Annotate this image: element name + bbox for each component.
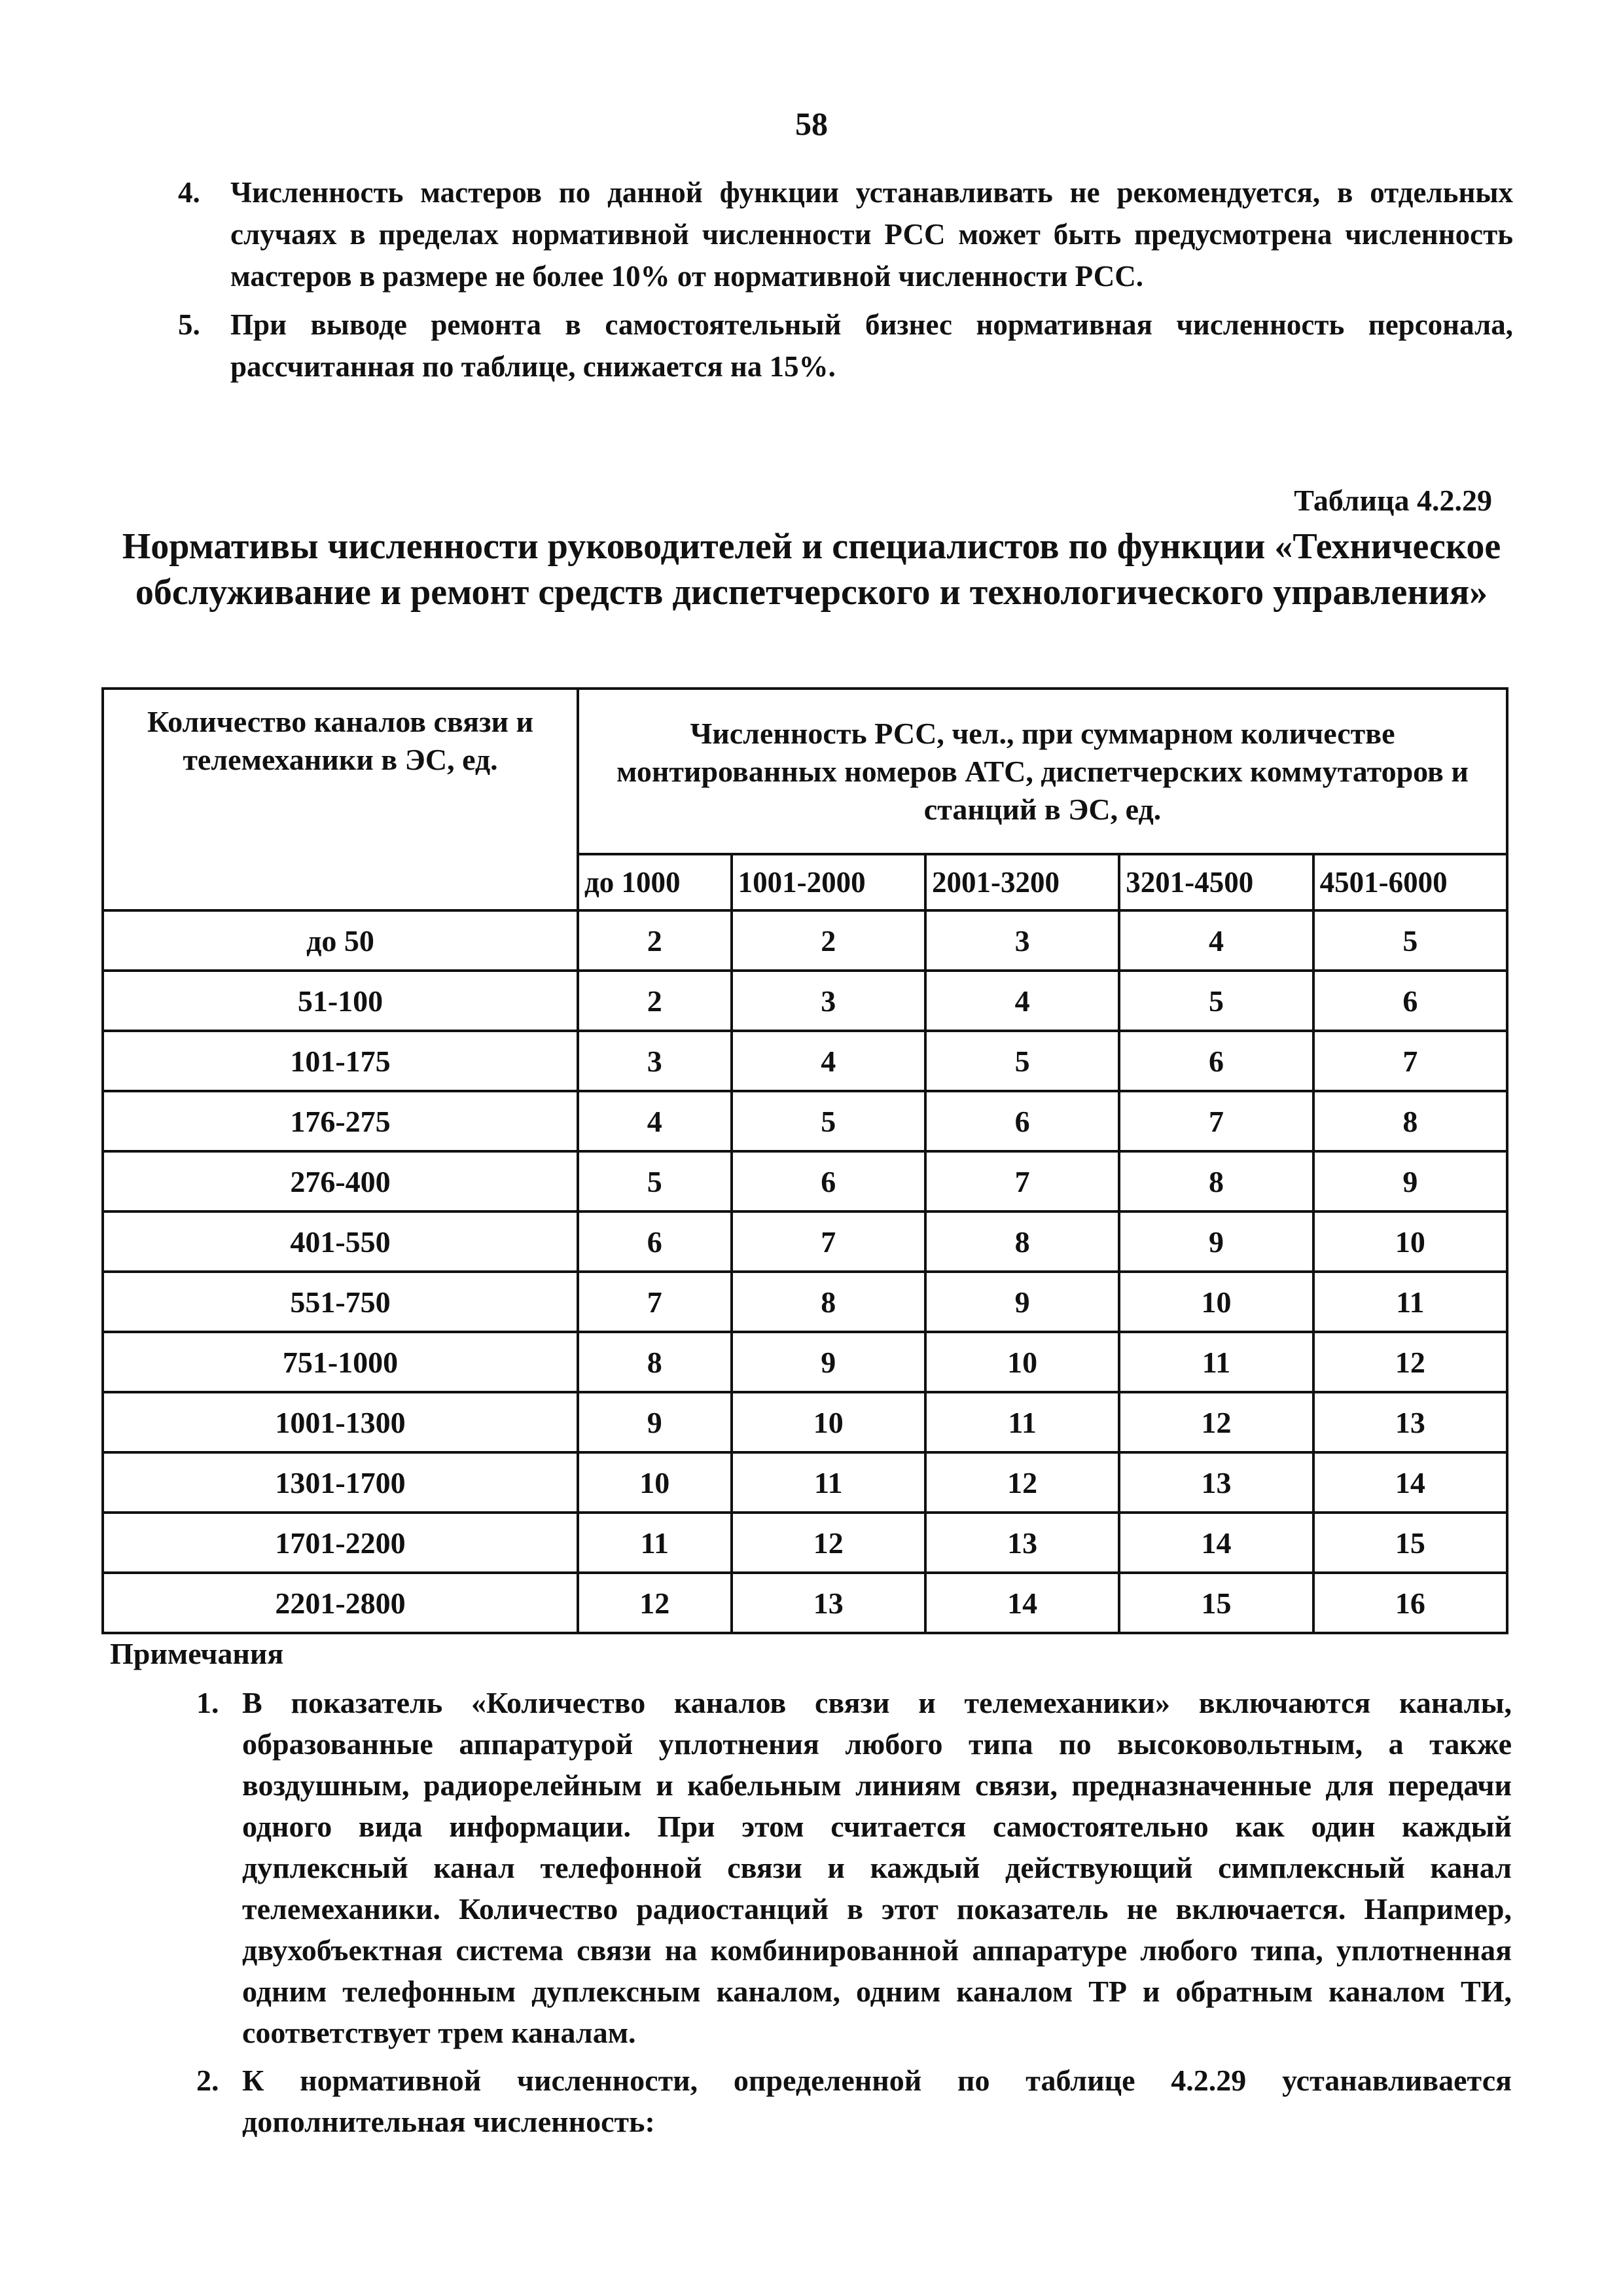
table-row (103, 1392, 1507, 1452)
row-label-cell: до 50 (103, 910, 578, 971)
table-cell: 2 (578, 910, 732, 971)
row-label-cell: 176-275 (103, 1091, 578, 1151)
list-item-number: 4. (178, 176, 200, 209)
list-item-text: К нормативной численности, определенной по таблице 4.2.29 устанавливается дополнительная численность: (242, 2064, 1512, 2138)
table-cell: 8 (1313, 1091, 1507, 1151)
table-cell: 9 (1119, 1211, 1313, 1272)
table-cell: 12 (1313, 1332, 1507, 1392)
row-label-cell: 1301-1700 (103, 1452, 578, 1513)
table-cell: 6 (925, 1091, 1119, 1151)
table-cell: 5 (925, 1031, 1119, 1091)
table-cell: 7 (732, 1211, 925, 1272)
list-item (178, 171, 1513, 297)
table-cell: 13 (1313, 1392, 1507, 1452)
table-cell: 9 (925, 1272, 1119, 1332)
table-row (103, 1091, 1507, 1151)
table-cell: 7 (1119, 1091, 1313, 1151)
table-cell: 10 (1313, 1211, 1507, 1272)
table-cell: 11 (925, 1392, 1119, 1452)
table-cell: 15 (1119, 1573, 1313, 1633)
table-cell: 11 (732, 1452, 925, 1513)
table-cell: 12 (732, 1513, 925, 1573)
list-item-number: 2. (196, 2064, 219, 2097)
table-cell: 13 (1119, 1452, 1313, 1513)
table-cell: 8 (1119, 1151, 1313, 1211)
header-headcount: Численность РСС, чел., при суммарном количестве монтированных номеров АТС, диспетчерских коммутаторов и станций в ЭС, ед. (578, 689, 1507, 854)
list-item-number: 5. (178, 308, 200, 341)
table-cell: 4 (732, 1031, 925, 1091)
column-header: 1001-2000 (732, 854, 925, 910)
table-cell: 12 (925, 1452, 1119, 1513)
table-row (103, 1151, 1507, 1211)
table-cell: 2 (578, 971, 732, 1031)
list-item (196, 2060, 1512, 2142)
table-cell: 11 (1119, 1332, 1313, 1392)
table-row (103, 1211, 1507, 1272)
table-cell: 14 (925, 1573, 1119, 1633)
table-cell: 13 (925, 1513, 1119, 1573)
table-row (103, 1031, 1507, 1091)
top-notes-list (178, 171, 1513, 394)
table-cell: 10 (578, 1452, 732, 1513)
table-row (103, 910, 1507, 971)
table-cell: 5 (1119, 971, 1313, 1031)
row-label-cell: 2201-2800 (103, 1573, 578, 1633)
list-item-number: 1. (196, 1686, 219, 1719)
notes-list (196, 1682, 1512, 2149)
list-item-text: Численность мастеров по данной функции устанавливать не рекомендуется, в отдельных случаях в пределах нормативной численности РСС может быть предусмотрена численность мастеров в размере не более 10% от нормативной численности РСС. (230, 176, 1513, 293)
table-cell: 11 (1313, 1272, 1507, 1332)
list-item-text: При выводе ремонта в самостоятельный бизнес нормативная численность персонала, рассчитанная по таблице, снижается на 15%. (230, 308, 1513, 383)
row-label-cell: 401-550 (103, 1211, 578, 1272)
table-row (103, 1332, 1507, 1392)
table-row (103, 1452, 1507, 1513)
column-header: 4501-6000 (1313, 854, 1507, 910)
row-label-cell: 751-1000 (103, 1332, 578, 1392)
table-cell: 12 (578, 1573, 732, 1633)
table-cell: 3 (732, 971, 925, 1031)
table-cell: 15 (1313, 1513, 1507, 1573)
table-cell: 7 (578, 1272, 732, 1332)
table-cell: 10 (732, 1392, 925, 1452)
notes-title: Примечания (110, 1637, 284, 1670)
table-cell: 6 (732, 1151, 925, 1211)
table-title: Нормативы численности руководителей и специалистов по функции «Техническое обслуживание и ремонт средств диспетчерского и технологического управления» (122, 526, 1501, 613)
table-cell: 6 (578, 1211, 732, 1272)
table-cell: 12 (1119, 1392, 1313, 1452)
row-label-cell: 551-750 (103, 1272, 578, 1332)
table-cell: 5 (578, 1151, 732, 1211)
table-cell: 9 (578, 1392, 732, 1452)
table-cell: 4 (578, 1091, 732, 1151)
page-number: 58 (795, 105, 828, 142)
row-label-cell: 276-400 (103, 1151, 578, 1211)
table-cell: 8 (925, 1211, 1119, 1272)
row-label-cell: 51-100 (103, 971, 578, 1031)
table-row (103, 971, 1507, 1031)
table-cell: 4 (1119, 910, 1313, 971)
table-cell: 16 (1313, 1573, 1507, 1633)
table-body (103, 910, 1507, 1633)
list-item (178, 304, 1513, 387)
table-cell: 5 (1313, 910, 1507, 971)
column-header: до 1000 (578, 854, 732, 910)
row-label-cell: 1001-1300 (103, 1392, 578, 1452)
column-header: 3201-4500 (1119, 854, 1313, 910)
row-label-cell: 1701-2200 (103, 1513, 578, 1573)
table-cell: 9 (732, 1332, 925, 1392)
table-cell: 10 (1119, 1272, 1313, 1332)
table-cell: 4 (925, 971, 1119, 1031)
column-header: 2001-3200 (925, 854, 1119, 910)
table-cell: 10 (925, 1332, 1119, 1392)
table-cell: 3 (925, 910, 1119, 971)
table-row (103, 1272, 1507, 1332)
table-cell: 9 (1313, 1151, 1507, 1211)
table-label: Таблица 4.2.29 (1294, 484, 1492, 517)
table-cell: 14 (1313, 1452, 1507, 1513)
table-cell: 7 (925, 1151, 1119, 1211)
norm-table (101, 687, 1508, 1634)
table-cell: 11 (578, 1513, 732, 1573)
row-label-cell: 101-175 (103, 1031, 578, 1091)
table-cell: 14 (1119, 1513, 1313, 1573)
table-cell: 6 (1119, 1031, 1313, 1091)
header-channels: Количество каналов связи и телемеханики в ЭС, ед. (103, 689, 578, 910)
table-row (103, 1573, 1507, 1633)
table-cell: 8 (732, 1272, 925, 1332)
table-cell: 3 (578, 1031, 732, 1091)
table-cell: 6 (1313, 971, 1507, 1031)
list-item (196, 1682, 1512, 2053)
table-cell: 5 (732, 1091, 925, 1151)
list-item-text: В показатель «Количество каналов связи и телемеханики» включаются каналы, образованные аппаратурой уплотнения любого типа по высоковольтным, а также воздушным, радиорелейным и кабельным линиям связи, предназначенные для передачи одного вида информации. При этом считается самостоятельно как один каждый дуплексный канал телефонной связи и каждый действующий симплексный канал телемеханики. Количество радиостанций в этот показатель не включается. Например, двухобъектная система связи на комбинированной аппаратуре любого типа, уплотненная одним телефонным дуплексным каналом, одним каналом ТР и обратным каналом ТИ, соответствует трем каналам. (242, 1686, 1512, 2049)
table-cell: 13 (732, 1573, 925, 1633)
table-header-row (103, 689, 1507, 854)
table-cell: 2 (732, 910, 925, 971)
table-cell: 8 (578, 1332, 732, 1392)
table-cell: 7 (1313, 1031, 1507, 1091)
table-row (103, 1513, 1507, 1573)
